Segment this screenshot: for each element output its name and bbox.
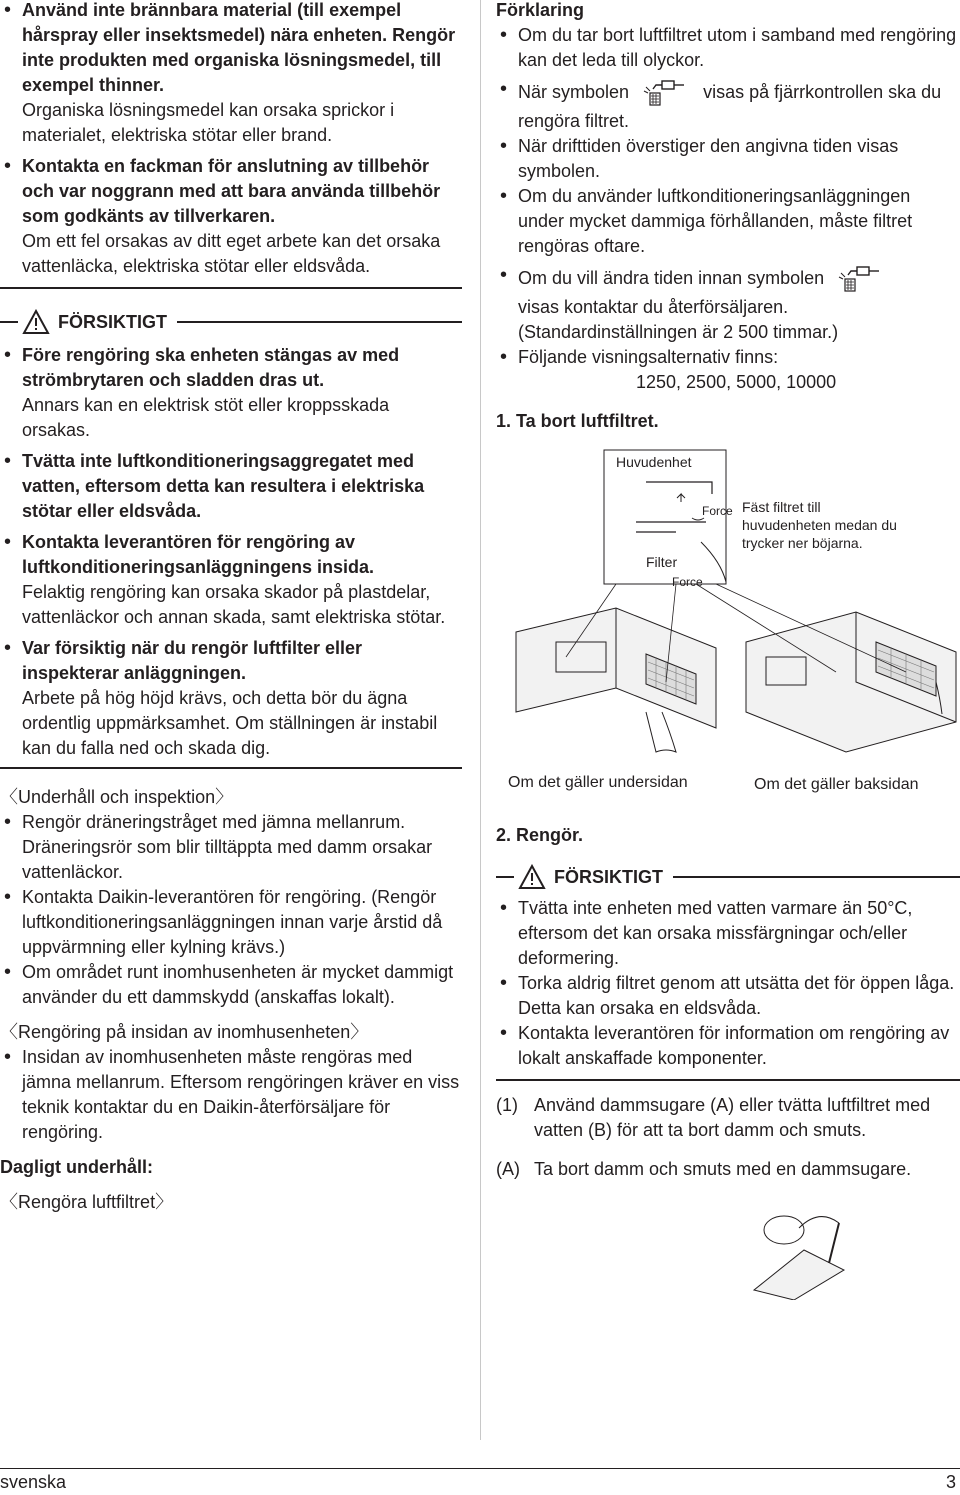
- section-rule: [496, 1079, 960, 1081]
- caption-underside: Om det gäller undersidan: [508, 774, 688, 791]
- explanation-list: [496, 23, 960, 395]
- intro-list: [0, 0, 462, 279]
- caution-item-bold: • Kontakta leverantören för rengöring av luftkonditioneringsanläggningens insida.: [22, 532, 375, 577]
- step-text: Ta bort damm och smuts med en dammsugare.: [534, 1159, 912, 1179]
- expl-item: • Om du använder luftkonditioneringsanläggningen under mycket dammiga förhållanden, måste filtret rengöras oftare.: [496, 184, 960, 259]
- main-unit-label: Huvudenhet: [616, 454, 692, 470]
- footer-rule: [0, 1468, 960, 1469]
- intro-bold: • Använd inte brännbara material (till exempel hårspray eller insektsmedel) nära enheten. Rengör inte produkten med organiska lösningsmedel, till exempel thinner.: [22, 0, 456, 95]
- unit-backside: [746, 612, 956, 752]
- maint-item: • Om området runt inomhusenheten är mycket dammigt använder du ett dammskydd (anskaffas lokalt).: [0, 960, 462, 1010]
- expl-text: Följande visningsalternativ finns:: [518, 347, 779, 367]
- caution-title-right: FÖRSIKTIGT: [554, 866, 663, 887]
- intro-item: [0, 0, 462, 148]
- filter-sign-icon: [640, 77, 692, 109]
- filter-sign-icon: [835, 263, 887, 295]
- explanation-heading: Förklaring: [496, 0, 585, 20]
- caution-item-right: • Torka aldrig filtret genom att utsätta det för öppen låga. Detta kan orsaka en eldsvåda.: [496, 971, 960, 1021]
- caution-item-right: • Tvätta inte enheten med vatten varmare än 50°C, eftersom det kan orsaka missfärgningar och/eller deformering.: [496, 896, 960, 971]
- column-divider: [480, 0, 481, 1440]
- display-options: 1250, 2500, 5000, 10000: [636, 372, 837, 392]
- caution-item: [0, 343, 462, 443]
- caution-item: [0, 530, 462, 630]
- caution-item-right: • Kontakta leverantören för information om rengöring av lokalt anskaffade komponenter.: [496, 1021, 960, 1071]
- expl-item: [496, 263, 960, 345]
- inside-item: • Insidan av inomhusenheten måste rengöras med jämna mellanrum. Eftersom rengöringen kräver en viss teknik kontaktar du en Daikin-återförsäljare för rengöring.: [0, 1045, 462, 1145]
- warning-triangle-icon: [518, 864, 546, 890]
- right-column: [496, 0, 960, 1300]
- filter-label: Filter: [646, 554, 678, 570]
- page-number: 3: [945, 1472, 956, 1492]
- left-column: [0, 0, 462, 1215]
- warning-triangle-icon: [22, 309, 50, 335]
- maint-list: [0, 810, 462, 1010]
- inside-list: [0, 1045, 462, 1145]
- step2-heading: 2. Rengör.: [496, 825, 584, 845]
- step1-heading: 1. Ta bort luftfiltret.: [496, 411, 659, 431]
- expl-item: • Om du tar bort luftfiltret utom i samband med rengöring kan det leda till olyckor.: [496, 23, 960, 73]
- step-num: (1): [496, 1095, 518, 1115]
- expl-item: [496, 77, 960, 134]
- expl-text: visas på fjärrkontrollen ska du rengöra filtret.: [518, 81, 942, 131]
- intro-normal: Organiska lösningsmedel kan orsaka sprickor i materialet, elektriska stötar eller brand.: [22, 100, 395, 145]
- numbered-step-1: [496, 1093, 960, 1143]
- maint-item: • Kontakta Daikin-leverantören för rengöring. (Rengör luftkonditioneringsanläggningen innan varje årstid då uppvärmning eller kylning krävs.): [0, 885, 462, 960]
- step-text: Använd dammsugare (A) eller tvätta luftfiltret med vatten (B) för att ta bort damm och smuts.: [534, 1095, 931, 1140]
- footer-language: svenska: [0, 1472, 67, 1492]
- attach-note: Fäst filtret till huvudenheten medan du trycker ner böjarna.: [742, 499, 897, 551]
- caution-item: [0, 449, 462, 524]
- filter-removal-figure: [496, 442, 960, 827]
- caption-backside: Om det gäller baksidan: [754, 776, 919, 793]
- caution-item-normal: Annars kan en elektrisk stöt eller kroppsskada orsakas.: [22, 395, 390, 440]
- maint-item: • Rengör dräneringstråget med jämna mellanrum. Dräneringsrör som blir tilltäppta med damm orsakar vattenläckor.: [0, 810, 462, 885]
- unit-underside: [516, 608, 716, 752]
- section-rule: [0, 287, 462, 289]
- expl-text: När symbolen: [518, 81, 630, 102]
- caution-item-normal: Felaktig rengöring kan orsaka skador på plastdelar, vattenläckor och annan skada, samt elektriska stötar.: [22, 582, 446, 627]
- step-num: (A): [496, 1159, 520, 1179]
- caution-item: [0, 636, 462, 761]
- caution-item-bold: • Var försiktig när du rengör luftfilter eller inspekterar anläggningen.: [22, 638, 363, 683]
- filter-heading: 〈Rengöra luftfiltret〉: [0, 1192, 174, 1212]
- force-label-top: Force: [702, 504, 733, 518]
- caution-item-normal: Arbete på hög höjd krävs, och detta bör du ägna ordentlig uppmärksamhet. Om ställningen är instabil kan du falla ned och skada dig.: [22, 688, 438, 758]
- maint-heading: 〈Underhåll och inspektion〉: [0, 787, 234, 807]
- vacuum-cleaner-icon: [744, 1190, 854, 1300]
- numbered-step-a: [496, 1157, 960, 1182]
- caution-title: FÖRSIKTIGT: [58, 311, 167, 332]
- force-label-bottom: Force: [672, 575, 703, 589]
- caution-list-right: [496, 896, 960, 1071]
- caution-item-bold: • Före rengöring ska enheten stängas av med strömbrytaren och sladden dras ut.: [22, 345, 400, 390]
- section-rule: [0, 767, 462, 769]
- caution-item-bold: • Tvätta inte luftkonditioneringsaggregatet med vatten, eftersom detta kan resultera i elektriska stötar eller eldsvåda.: [22, 451, 425, 521]
- fackman-bold: • Kontakta en fackman för anslutning av tillbehör och var noggrann med att bara använda tillbehör som godkänts av tillverkaren.: [22, 156, 441, 226]
- fackman-item: [0, 154, 462, 279]
- expl-text: visas kontaktar du återförsäljaren. (Standardinställningen är 2 500 timmar.): [518, 297, 839, 342]
- expl-text: Om du vill ändra tiden innan symbolen: [518, 267, 825, 288]
- expl-item: [496, 345, 960, 395]
- caution-header: [0, 307, 462, 337]
- inside-heading: 〈Rengöring på insidan av inomhusenheten〉: [0, 1022, 369, 1042]
- daily-heading: Dagligt underhåll:: [0, 1157, 153, 1177]
- fackman-normal: Om ett fel orsakas av ditt eget arbete kan det orsaka vattenläcka, elektriska stötar eller eldsvåda.: [22, 231, 441, 276]
- caution-header-right: [496, 862, 960, 892]
- expl-item: • När drifttiden överstiger den angivna tiden visas symbolen.: [496, 134, 960, 184]
- caution-list: [0, 343, 462, 761]
